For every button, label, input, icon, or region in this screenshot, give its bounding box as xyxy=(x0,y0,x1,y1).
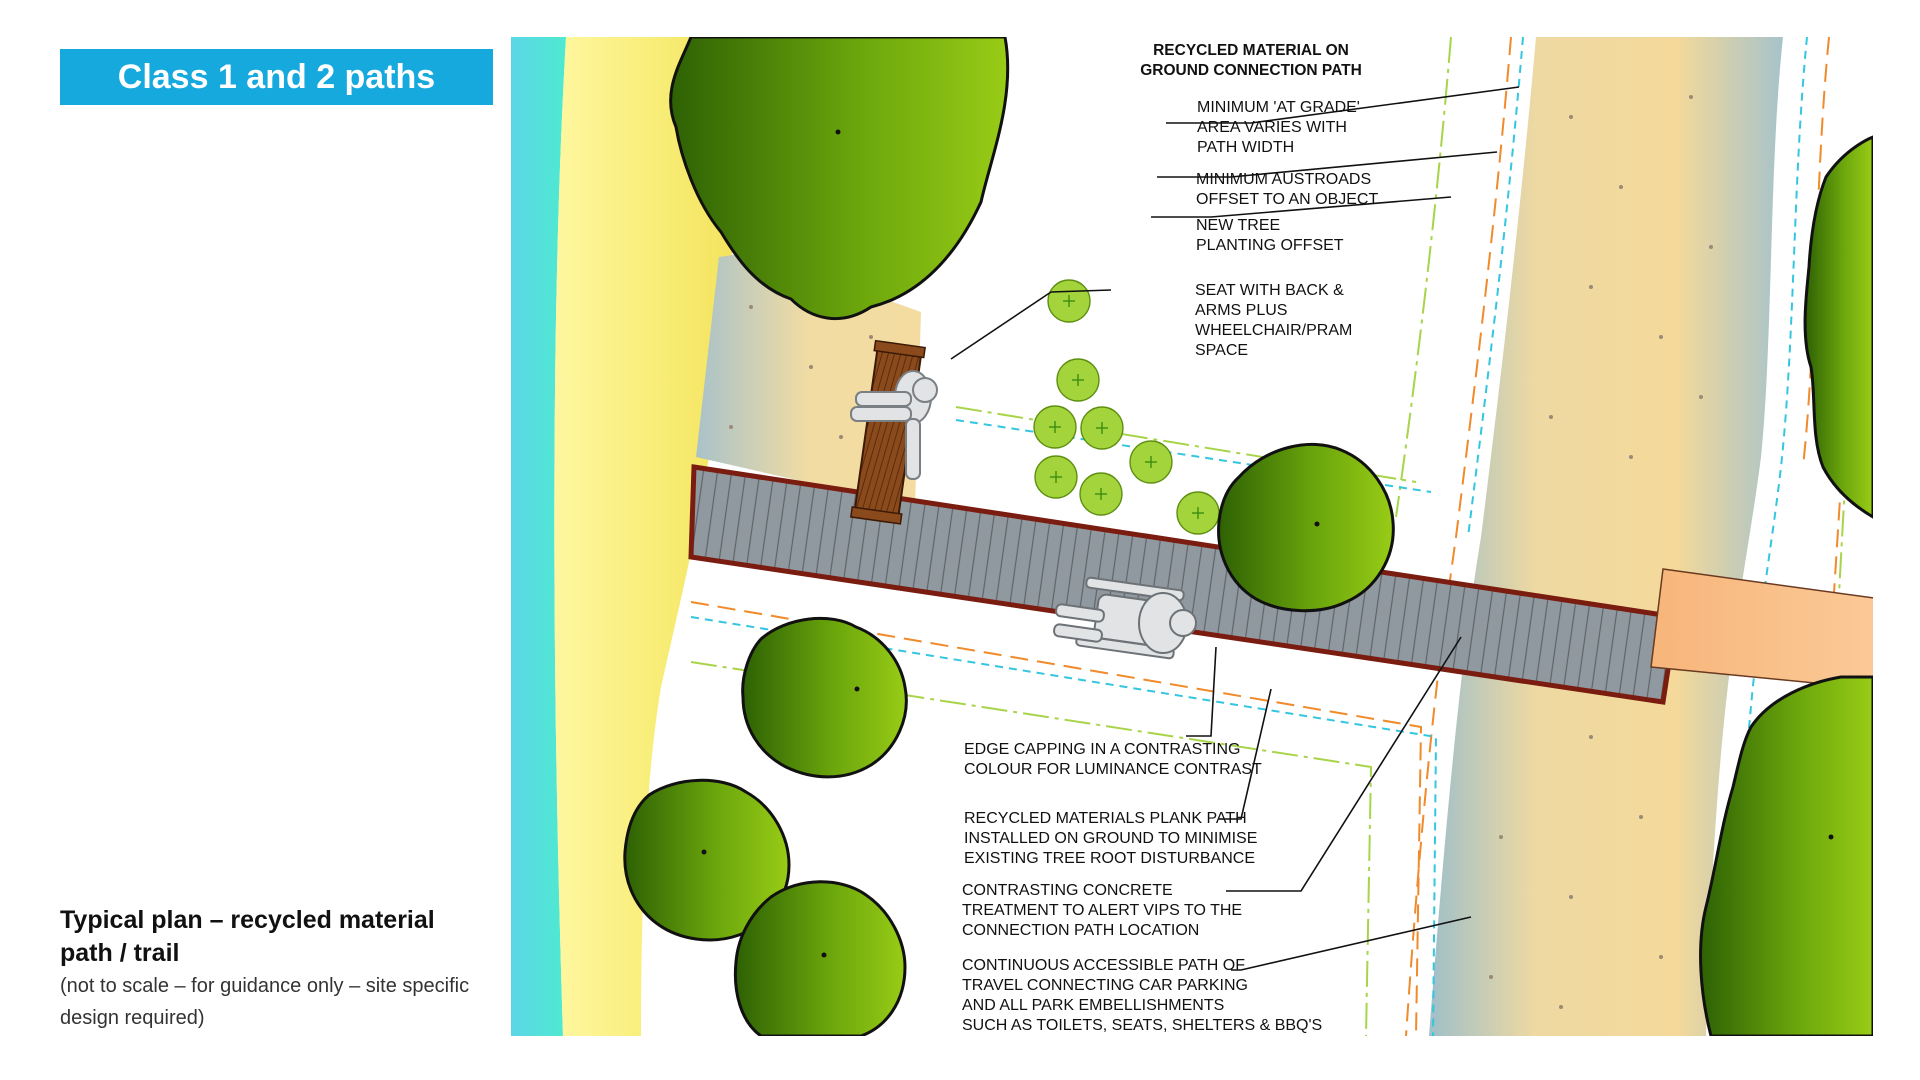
site-plan-drawing xyxy=(511,37,1873,1036)
svg-text:GROUND CONNECTION PATH: GROUND CONNECTION PATH xyxy=(1140,62,1362,79)
svg-text:TREATMENT TO ALERT VIPS TO TH: TREATMENT TO ALERT VIPS TO THE xyxy=(962,902,1243,919)
section-banner xyxy=(60,49,493,105)
annotation-concrete xyxy=(962,882,1242,939)
shrub-icon xyxy=(1034,280,1219,534)
svg-text:WHEELCHAIR/PRAM: WHEELCHAIR/PRAM xyxy=(1195,322,1353,339)
svg-text:OFFSET TO AN OBJECT: OFFSET TO AN OBJECT xyxy=(1196,191,1379,208)
svg-text:AND ALL PARK EMBELLISHMENTS: AND ALL PARK EMBELLISHMENTS xyxy=(962,997,1225,1014)
svg-text:PATH WIDTH: PATH WIDTH xyxy=(1197,139,1295,156)
tree-right-upper xyxy=(1805,137,1873,517)
svg-text:CONNECTION PATH LOCATION: CONNECTION PATH LOCATION xyxy=(962,922,1200,939)
svg-text:MINIMUM 'AT GRADE': MINIMUM 'AT GRADE' xyxy=(1197,99,1360,116)
svg-text:EXISTING TREE ROOT DISTURBANCE: EXISTING TREE ROOT DISTURBANCE xyxy=(964,850,1256,867)
annotation-recycled-material xyxy=(1140,42,1362,79)
svg-text:INSTALLED ON GROUND TO MINIMIS: INSTALLED ON GROUND TO MINIMISE xyxy=(964,830,1258,847)
svg-text:ARMS PLUS: ARMS PLUS xyxy=(1195,302,1288,319)
annotation-accessible-path xyxy=(962,957,1322,1034)
section-title: Class 1 and 2 paths xyxy=(117,57,436,96)
annotation-at-grade xyxy=(1197,99,1360,156)
svg-text:RECYCLED MATERIALS PLANK PATH: RECYCLED MATERIALS PLANK PATH xyxy=(964,810,1247,827)
svg-text:COLOUR FOR LUMINANCE CONTRAST: COLOUR FOR LUMINANCE CONTRAST xyxy=(964,761,1262,778)
svg-text:MINIMUM AUSTROADS: MINIMUM AUSTROADS xyxy=(1196,171,1372,188)
annotation-edge-capping xyxy=(964,741,1262,778)
svg-text:SPACE: SPACE xyxy=(1195,342,1249,359)
svg-text:CONTINUOUS ACCESSIBLE PATH OF: CONTINUOUS ACCESSIBLE PATH OF xyxy=(962,957,1246,974)
svg-text:PLANTING OFFSET: PLANTING OFFSET xyxy=(1196,237,1344,254)
svg-text:TRAVEL CONNECTING CAR PARKING: TRAVEL CONNECTING CAR PARKING xyxy=(962,977,1248,994)
annotation-seat xyxy=(1195,282,1352,359)
tree-connector-right xyxy=(1219,444,1394,610)
svg-text:SUCH AS TOILETS, SEATS, SHELTE: SUCH AS TOILETS, SEATS, SHELTERS & BBQ'S xyxy=(962,1017,1323,1034)
svg-text:RECYCLED MATERIAL ON: RECYCLED MATERIAL ON xyxy=(1153,42,1349,59)
caption-note: (not to scale – for guidance only – site specific design required) xyxy=(60,975,470,1029)
caption-title: Typical plan – recycled material path / trail xyxy=(60,906,435,967)
tree-connector-left xyxy=(743,618,907,776)
annotation-new-tree xyxy=(1196,217,1344,254)
annotation-austroads xyxy=(1196,171,1378,208)
site-plan-svg xyxy=(511,37,1873,1036)
svg-text:EDGE CAPPING IN A CONTRASTING: EDGE CAPPING IN A CONTRASTING xyxy=(964,741,1241,758)
annotation-plank-path xyxy=(964,810,1257,867)
svg-text:CONTRASTING CONCRETE: CONTRASTING CONCRETE xyxy=(962,882,1173,899)
plan-caption xyxy=(60,904,500,1034)
svg-text:NEW TREE: NEW TREE xyxy=(1196,217,1281,234)
tree-right-lower xyxy=(1701,677,1873,1036)
svg-text:AREA VARIES WITH: AREA VARIES WITH xyxy=(1197,119,1347,136)
tree-bottom-b xyxy=(735,882,905,1036)
svg-text:SEAT WITH BACK &: SEAT WITH BACK & xyxy=(1195,282,1344,299)
